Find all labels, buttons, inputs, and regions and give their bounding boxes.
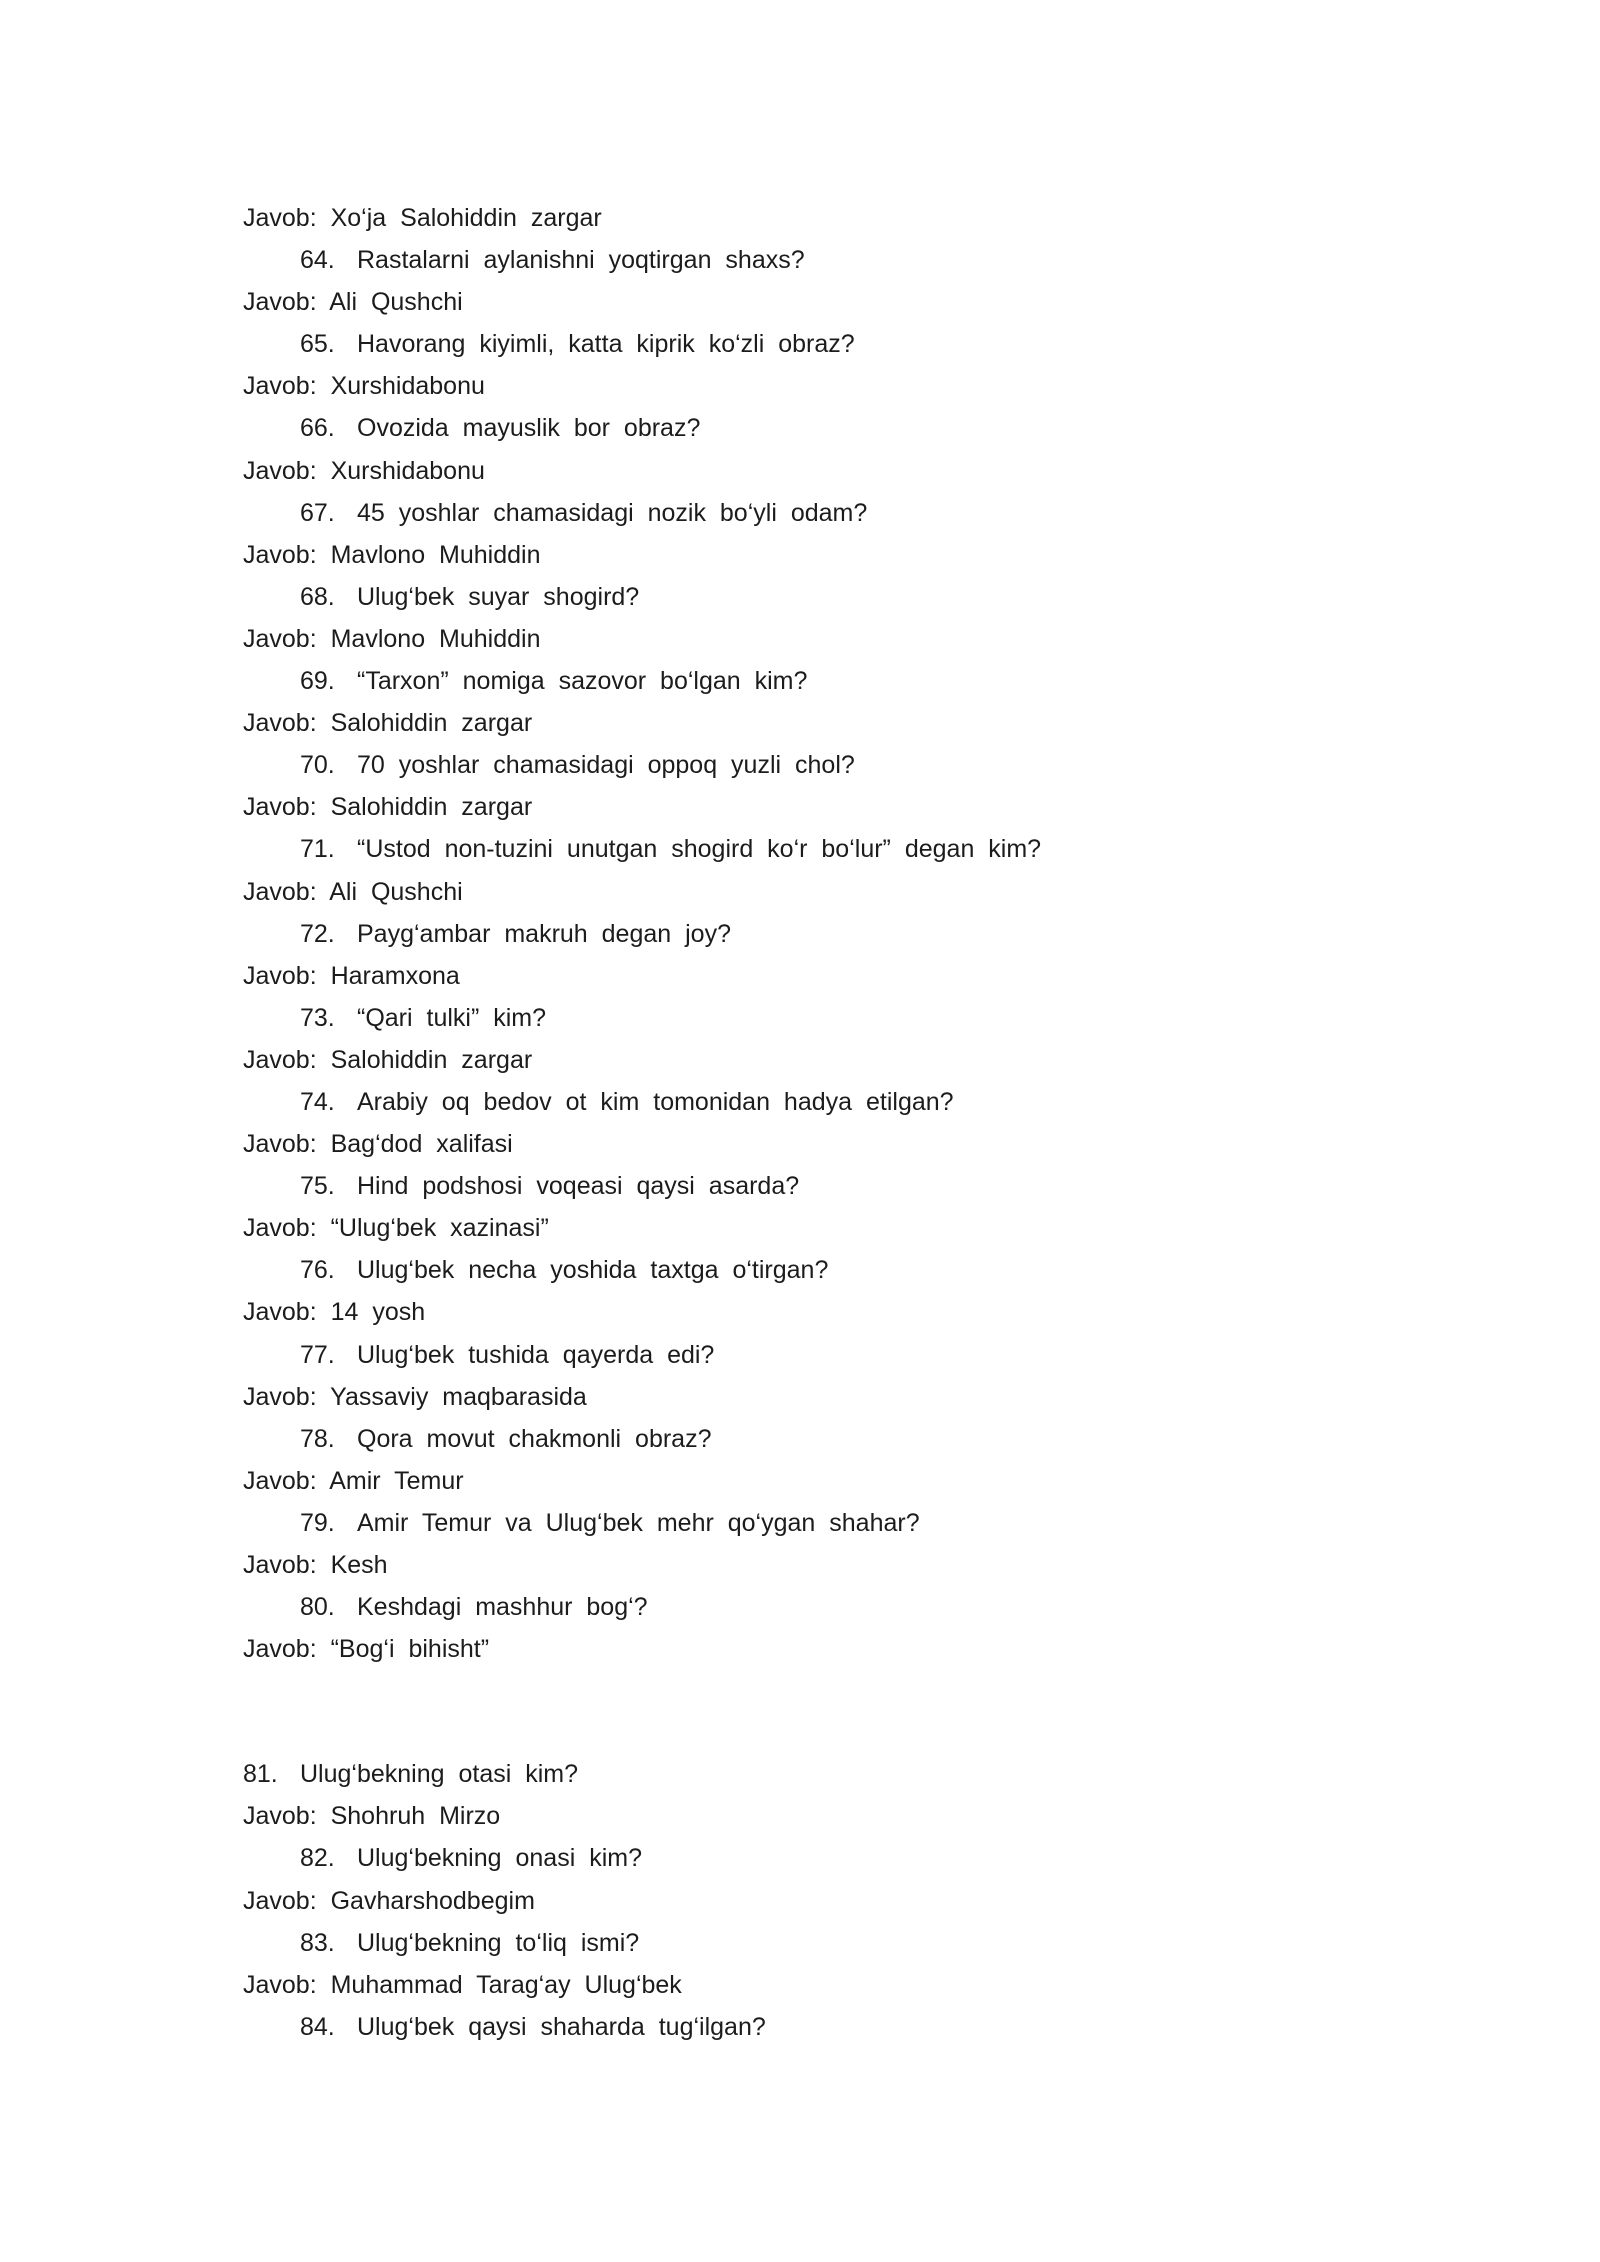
question-line xyxy=(243,997,1443,1039)
question-line xyxy=(243,660,1443,702)
question-number: 76. xyxy=(300,1256,335,1285)
question-number: 73. xyxy=(300,1003,335,1032)
question-text: “Qari tulki” kim? xyxy=(357,1003,547,1032)
answer-line: Javob: “Bog‘i bihisht” xyxy=(243,1635,490,1664)
question-text: Payg‘ambar makruh degan joy? xyxy=(357,919,731,948)
question-number: 68. xyxy=(300,582,335,611)
question-text: Ulug‘bekning to‘liq ismi? xyxy=(357,1928,640,1957)
answer-line: Javob: Yassaviy maqbarasida xyxy=(243,1382,587,1411)
answer-line: Javob: Kesh xyxy=(243,1551,388,1579)
qa-block-2 xyxy=(243,1753,1443,2048)
answer-line: Javob: Salohiddin zargar xyxy=(243,793,533,822)
question-number: 70. xyxy=(300,751,335,780)
question-text: Ulug‘bek qaysi shaharda tug‘ilgan? xyxy=(357,2012,766,2041)
answer-line: Javob: Haramxona xyxy=(243,961,460,990)
question-number: 64. xyxy=(300,246,335,275)
question-text: Qora movut chakmonli obraz? xyxy=(357,1424,712,1453)
question-number: 67. xyxy=(300,498,335,527)
question-line xyxy=(243,828,1443,870)
question-line xyxy=(243,2006,1443,2048)
question-number: 69. xyxy=(300,667,335,696)
answer-line: Javob: Amir Temur xyxy=(243,1466,464,1495)
question-text: Ovozida mayuslik bor obraz? xyxy=(357,414,701,443)
question-text: Havorang kiyimli, katta kiprik ko‘zli obraz? xyxy=(357,330,855,359)
question-text: Ulug‘bek tushida qayerda edi? xyxy=(357,1340,715,1369)
question-text: Ulug‘bekning onasi kim? xyxy=(357,1844,642,1873)
qa-text-body xyxy=(243,197,1443,2048)
question-line xyxy=(243,1334,1443,1376)
answer-line: Javob: Mavlono Muhiddin xyxy=(243,540,541,569)
question-line xyxy=(243,744,1443,786)
question-line xyxy=(243,239,1443,281)
question-number: 66. xyxy=(300,414,335,443)
question-number: 77. xyxy=(300,1340,335,1369)
section-gap xyxy=(243,1670,1443,1753)
question-text: Arabiy oq bedov ot kim tomonidan hadya etilgan? xyxy=(357,1087,954,1116)
answer-line: Javob: Ali Qushchi xyxy=(243,877,463,906)
answer-line: Javob: Salohiddin zargar xyxy=(243,1045,533,1074)
question-line xyxy=(243,323,1443,365)
question-line xyxy=(243,576,1443,618)
question-line xyxy=(243,407,1443,449)
question-line xyxy=(243,1837,1443,1879)
question-line xyxy=(243,492,1443,534)
question-line xyxy=(243,1081,1443,1123)
question-line xyxy=(243,1922,1443,1964)
question-number: 83. xyxy=(300,1928,335,1957)
question-text: “Ustod non-tuzini unutgan shogird ko‘r bo‘lur” degan kim? xyxy=(357,835,1042,864)
question-number: 80. xyxy=(300,1593,335,1622)
question-number: 72. xyxy=(300,919,335,948)
question-number: 82. xyxy=(300,1844,335,1873)
question-number: 75. xyxy=(300,1172,335,1201)
question-line xyxy=(243,913,1443,955)
question-text: Ulug‘bekning otasi kim? xyxy=(300,1760,579,1789)
question-line xyxy=(243,1586,1443,1628)
answer-line: Javob: 14 yosh xyxy=(243,1298,426,1327)
question-number: 74. xyxy=(300,1087,335,1116)
question-text: Ulug‘bek necha yoshida taxtga o‘tirgan? xyxy=(357,1256,829,1285)
question-text: 45 yoshlar chamasidagi nozik bo‘yli odam? xyxy=(357,498,868,527)
question-text: Hind podshosi voqeasi qaysi asarda? xyxy=(357,1172,800,1201)
question-number: 79. xyxy=(300,1508,335,1537)
answer-line: Javob: Xurshidabonu xyxy=(243,372,485,401)
answer-line: Javob: Muhammad Tarag‘ay Ulug‘bek xyxy=(243,1970,682,1999)
question-text: Amir Temur va Ulug‘bek mehr qo‘ygan shahar? xyxy=(357,1508,920,1537)
question-line xyxy=(243,1418,1443,1460)
question-line xyxy=(243,1753,1443,1795)
question-line xyxy=(243,1502,1443,1544)
qa-block-1 xyxy=(243,197,1443,1670)
question-text: “Tarxon” nomiga sazovor bo‘lgan kim? xyxy=(357,667,808,696)
answer-line: Javob: Mavlono Muhiddin xyxy=(243,624,541,653)
answer-line: Javob: Xo‘ja Salohiddin zargar xyxy=(243,204,602,232)
answer-line: Javob: Salohiddin zargar xyxy=(243,709,533,738)
question-number: 84. xyxy=(300,2012,335,2041)
answer-line: Javob: “Ulug‘bek xazinasi” xyxy=(243,1214,549,1243)
answer-line: Javob: Gavharshodbegim xyxy=(243,1886,535,1915)
answer-line: Javob: Xurshidabonu xyxy=(243,456,485,485)
question-text: Rastalarni aylanishni yoqtirgan shaxs? xyxy=(357,246,805,275)
question-line xyxy=(243,1249,1443,1291)
question-text: Keshdagi mashhur bog‘? xyxy=(357,1593,648,1622)
question-number: 71. xyxy=(300,835,335,864)
question-number: 78. xyxy=(300,1424,335,1453)
answer-line: Javob: Ali Qushchi xyxy=(243,288,463,317)
question-number: 81. xyxy=(243,1760,278,1789)
question-line xyxy=(243,1165,1443,1207)
answer-line: Javob: Shohruh Mirzo xyxy=(243,1802,501,1831)
question-text: Ulug‘bek suyar shogird? xyxy=(357,582,640,611)
question-text: 70 yoshlar chamasidagi oppoq yuzli chol? xyxy=(357,751,855,780)
answer-line: Javob: Bag‘dod xalifasi xyxy=(243,1130,513,1159)
question-number: 65. xyxy=(300,330,335,359)
